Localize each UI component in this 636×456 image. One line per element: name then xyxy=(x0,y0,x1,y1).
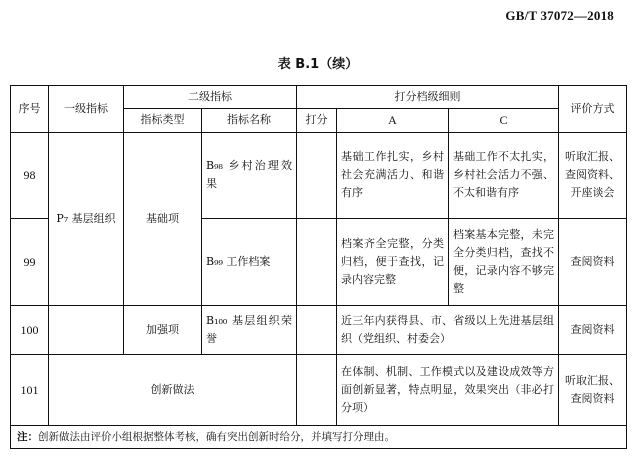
header-seq: 序号 xyxy=(11,86,49,133)
score-cell xyxy=(297,219,337,306)
merged-indicator-cell: 创新做法 xyxy=(49,354,297,425)
indicator-name: B₉₉ 工作档案 xyxy=(202,219,297,306)
table-row xyxy=(11,306,627,355)
header-level1: 一级指标 xyxy=(49,86,124,133)
indicator-name: B₁₀₀ 基层组织荣誉 xyxy=(202,306,297,355)
header-row-1 xyxy=(11,86,627,109)
grade-a-cell: 档案齐全完整，分类归档，便于查找，记录内容完整 xyxy=(337,219,449,306)
type-cell: 基础项 xyxy=(124,132,202,306)
header-level2-name: 指标名称 xyxy=(202,109,297,132)
header-level2: 二级指标 xyxy=(124,86,297,109)
table-note xyxy=(11,425,627,448)
grade-ac-cell: 近三年内获得县、市、省级以上先进基层组织（党组织、村委会） xyxy=(337,306,559,355)
eval-method-cell: 查阅资料 xyxy=(559,306,627,355)
standard-code: GB/T 37072—2018 xyxy=(505,8,614,23)
header-score: 打分 xyxy=(297,109,337,132)
score-cell xyxy=(297,306,337,355)
score-cell xyxy=(297,354,337,425)
indicator-name: B₉₈ 乡村治理效果 xyxy=(202,132,297,219)
table-row xyxy=(11,132,627,219)
table-title: 表 B.1（续） xyxy=(277,57,359,72)
grade-c-cell: 档案基本完整，未完全分类归档，查找不便，记录内容不够完整 xyxy=(449,219,559,306)
level1-cell xyxy=(49,306,124,355)
grade-c-cell: 基础工作不太扎实，乡村社会活力不强、不太和谐有序 xyxy=(449,132,559,219)
row-seq: 101 xyxy=(11,354,49,425)
level1-cell: P₇ 基层组织 xyxy=(49,132,124,306)
eval-method-cell: 查阅资料 xyxy=(559,219,627,306)
score-cell xyxy=(297,132,337,219)
eval-method-cell: 听取汇报、查阅资料 xyxy=(559,354,627,425)
header-scoring: 打分档级细则 xyxy=(297,86,559,109)
evaluation-table xyxy=(10,85,627,449)
header-level2-type: 指标类型 xyxy=(124,109,202,132)
header-eval-method: 评价方式 xyxy=(559,86,627,133)
note-label: 注： xyxy=(17,430,38,443)
header-grade-c: C xyxy=(449,109,559,132)
table-row xyxy=(11,354,627,425)
header-grade-a: A xyxy=(337,109,449,132)
row-seq: 100 xyxy=(11,306,49,355)
grade-ac-cell: 在体制、机制、工作模式以及建设成效等方面创新显著，特点明显，效果突出（非必打分项） xyxy=(337,354,559,425)
note-text: 创新做法由评价小组根据整体考核，确有突出创新时给分，并填写打分理由。 xyxy=(38,430,395,443)
row-seq: 98 xyxy=(11,132,49,219)
grade-a-cell: 基础工作扎实，乡村社会充满活力、和谐有序 xyxy=(337,132,449,219)
type-cell: 加强项 xyxy=(124,306,202,355)
eval-method-cell: 听取汇报、查阅资料、开座谈会 xyxy=(559,132,627,219)
row-seq: 99 xyxy=(11,219,49,306)
note-row xyxy=(11,425,627,448)
